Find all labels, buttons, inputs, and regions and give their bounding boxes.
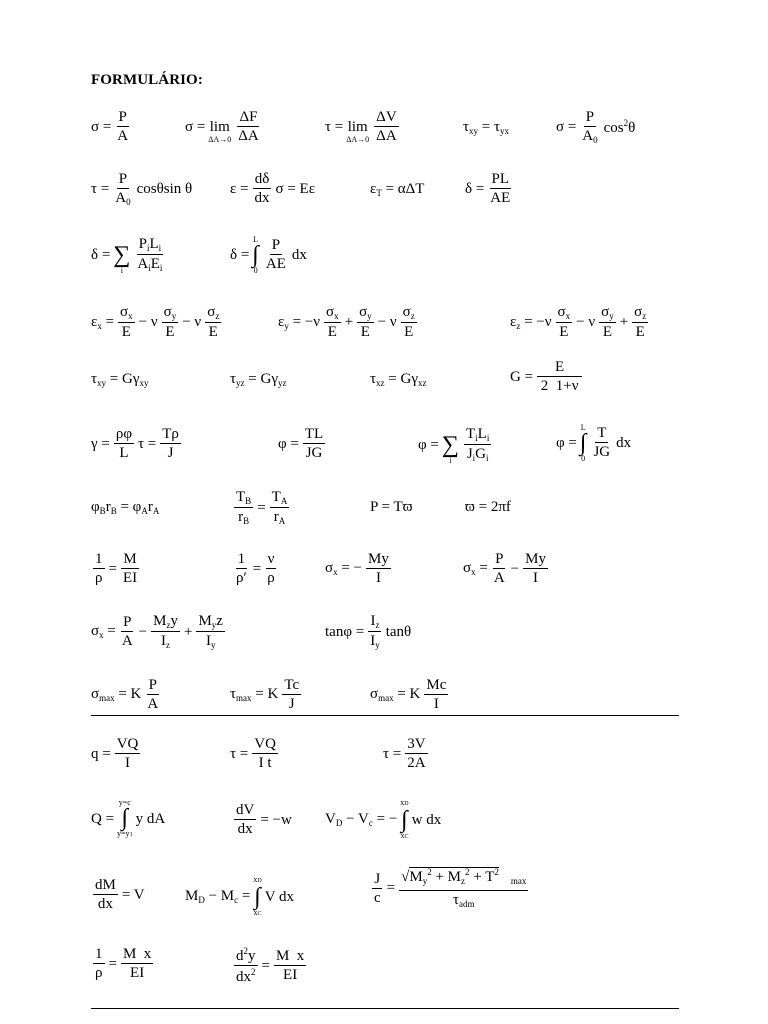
formula-tau-VQ-It: τ = $\frac{VQ}{\text{I t}}$ (230, 736, 276, 771)
formula-sigma-max-KP: $\sigma_{max} = K$ P A (91, 677, 159, 712)
section-divider-2 (91, 1008, 679, 1009)
formula-delta-PL-AE: δ = $\frac{PL}{AE}$ (465, 171, 511, 206)
formula-eps-y: $\varepsilon_y = -\nu$ $\sigma_x$ E + $\frac{\sigma_y}{E}$ − ν $\sigma_z$ E (278, 304, 415, 340)
formula-tau-yz-G: $\tau_{yz} = G\gamma_{yz}$ (230, 371, 287, 388)
formula-q-VQ-I: q = $\frac{VQ}{I}$ (91, 736, 139, 771)
formula-gamma-tau: γ = $\frac{\rho\varphi}{L}$ τ = $\frac{T\rho}{J}$ (91, 426, 179, 461)
formula-tau-xy-G: $\tau_{xy} = G\gamma_{xy}$ (91, 371, 149, 388)
formula-sigma-biaxial: $\sigma_x$ = $\frac{P}{A}$ − $M_zy$ $I_z$ + $M_yz$ $I_y$ (91, 613, 223, 650)
formula-eps-z: $\varepsilon_z = -\nu$ $\sigma_x$ E − ν $\sigma_y$ E + $\frac{\sigma_z}{E}$ (510, 304, 647, 340)
formula-one-over-rho-prime: $\frac{1}{\rho'}$ = $\frac{\nu}{\rho}$ (236, 551, 275, 586)
page-title: FORMULÁRIO: (91, 72, 203, 88)
formula-one-over-rho: $\frac{1}{\rho}$ = $\frac{M}{EI}$ (95, 551, 138, 586)
formula-P-Tw: P = Tϖ (370, 499, 413, 515)
formula-delta-integral: δ = L ∫ 0 P AE dx (230, 235, 307, 275)
formula-d2y-dx2: $\frac{d^2y}{dx^2}$ = $\frac{\text{M x}}{EI}$ (236, 946, 305, 985)
formula-eps-x: $\varepsilon_x$ = $\frac{\sigma_x}{E}$ − ν $\sigma_y$ E − ν $\sigma_z$ E (91, 304, 220, 340)
formula-eps-strain: ε = $\frac{d\delta}{dx}$ σ = Eε (230, 171, 316, 206)
formula-dM-dx: $\frac{dM}{dx}$ = V (95, 877, 145, 912)
formula-eps-thermal: $\varepsilon_T = \alpha\Delta T$ (370, 181, 425, 198)
formula-sigma-P-A: σ = $\frac{P}{A}$ (91, 109, 129, 144)
formula-tau-xy-yx: $\tau_{xy} = \tau_{yx}$ (463, 119, 510, 136)
formula-phi-sum: φ = ∑ i $T_iL_i$ $J_iG_i$ (418, 426, 490, 465)
formula-tau-xz-G: $\tau_{xz} = G\gamma_{xz}$ (370, 371, 427, 388)
formula-tau-max: $\tau_{max} = K$ Tc J (230, 677, 300, 712)
formula-VD-VC: $V_D - V_c$ = − xD ∫ xC w dx (325, 798, 442, 840)
formula-tau-cos-sin: τ = $\frac{P}{A_0}$ cosθsin θ (91, 171, 193, 207)
formula-one-rho-Mx: $\frac{1}{\rho}$ = $\frac{\text{M x}}{EI}$ (95, 946, 152, 981)
formula-tan-phi: tanφ = $\frac{I_z}{I_y}$ tanθ (325, 613, 412, 650)
formula-J-c: $\frac{J}{c}$ = $√M_y^2 + M_z^2 + T^2_{max}$ $\tau_{adm}$ (374, 867, 527, 909)
formula-MD-MC: $M_D - M_c$ = xD ∫ xC V dx (185, 875, 295, 917)
formula-sigma-cos2: σ = $\frac{P}{A_0}$ $\cos^2\theta$ (556, 109, 636, 145)
formula-sigma-max-Mc: $\sigma_{max} = K$ Mc I (370, 677, 447, 712)
formula-w-2pif: ϖ = 2πf (465, 499, 511, 515)
formula-phi-r: $\varphi_Br_B = \varphi_Ar_A$ (91, 499, 160, 516)
formula-sigma-P-A-My-I: $\sigma_x$ = $\frac{P}{A}$ − $\frac{My}{I}$ (463, 551, 546, 586)
formula-tau-3V-2A: τ = $\frac{3V}{2A}$ (383, 736, 426, 771)
formula-delta-sum: δ = ∑ i $P_iL_i$ $A_iE_i$ (91, 236, 163, 275)
formula-sigma-lim: σ = lim ΔA→0 ΔF ΔA (185, 109, 259, 144)
formula-phi-integral: φ = L ∫ 0 T JG dx (556, 423, 632, 463)
formula-dV-dx: $\frac{dV}{dx}$ = −w (236, 802, 292, 837)
formula-Q-integral: Q = y=c ∫ y=y1 y dA (91, 798, 166, 838)
formula-G-E: G = $\frac{E}{2 1+\nu}$ (510, 360, 584, 394)
section-divider-1 (91, 715, 679, 716)
formula-tau-lim: τ = lim ΔA→0 ΔV ΔA (325, 109, 397, 144)
formula-sigma-My-I: $\sigma_x$ = − $\frac{My}{I}$ (325, 551, 389, 586)
formula-TB-TA: $\frac{T_B}{r_B}$ = $\frac{T_A}{r_A}$ (236, 489, 288, 526)
formula-phi-TL-JG: φ = $\frac{TL}{JG}$ (278, 426, 324, 461)
